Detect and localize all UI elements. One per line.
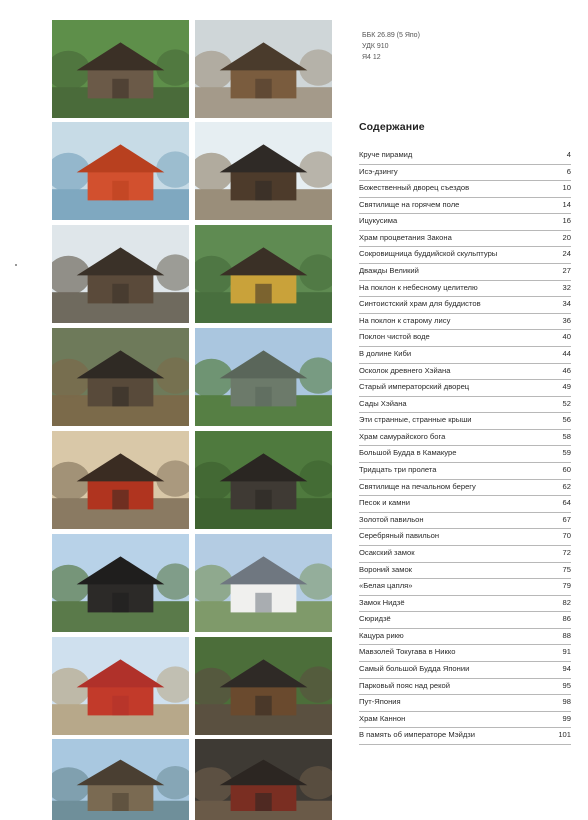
toc-entry-rule bbox=[359, 562, 571, 563]
toc-entry bbox=[359, 448, 571, 465]
toc-entry-page: 14 bbox=[562, 199, 571, 209]
toc-entry-title: Храм процветания Закона bbox=[359, 232, 452, 242]
photo-black-castle bbox=[52, 534, 189, 632]
toc-entry-title: Осакский замок bbox=[359, 547, 415, 557]
toc-entry bbox=[359, 565, 571, 582]
toc-entry-title: Замок Нидзё bbox=[359, 597, 405, 607]
toc-entry-title: Парковый пояс над рекой bbox=[359, 680, 451, 690]
toc-entry-rule bbox=[359, 429, 571, 430]
toc-entry-title: Большой Будда в Камакуре bbox=[359, 448, 457, 458]
toc-title: Содержание bbox=[359, 121, 425, 133]
toc-entry-page: 52 bbox=[562, 398, 571, 408]
toc-entry bbox=[359, 482, 571, 499]
toc-entry bbox=[359, 415, 571, 432]
toc-entry bbox=[359, 233, 571, 250]
toc-entry-page: 62 bbox=[562, 481, 571, 491]
toc-entry-title: На поклон к старому лису bbox=[359, 315, 451, 325]
photo-shrine-roofs bbox=[52, 20, 189, 118]
photo-pagoda-temple bbox=[195, 122, 332, 220]
toc-entry-rule bbox=[359, 396, 571, 397]
toc-entry-rule bbox=[359, 528, 571, 529]
toc-entry bbox=[359, 515, 571, 532]
toc-entry-page: 70 bbox=[562, 531, 571, 541]
toc-entry-page: 36 bbox=[562, 315, 571, 325]
toc-entry-page: 86 bbox=[562, 614, 571, 624]
toc-entry bbox=[359, 249, 571, 266]
toc-entry bbox=[359, 714, 571, 731]
toc-entry-rule bbox=[359, 711, 571, 712]
photo-shrine-gate-crowd bbox=[195, 20, 332, 118]
toc-entry-title: Святилище на горячем поле bbox=[359, 199, 460, 209]
toc-entry bbox=[359, 299, 571, 316]
toc-entry-page: 27 bbox=[562, 266, 571, 276]
toc-entry-page: 99 bbox=[562, 713, 571, 723]
toc-entry-rule bbox=[359, 694, 571, 695]
toc-entry-title: Храм Каннон bbox=[359, 713, 406, 723]
toc-entry-title: Синтоистский храм для буддистов bbox=[359, 299, 481, 309]
udk-code: УДК 910 bbox=[362, 43, 389, 50]
toc-entry-title: Ицукусима bbox=[359, 216, 398, 226]
toc-entry-title: Эти странные, странные крыши bbox=[359, 415, 472, 425]
toc-entry-rule bbox=[359, 213, 571, 214]
toc-entry bbox=[359, 432, 571, 449]
toc-entry bbox=[359, 216, 571, 233]
toc-entry bbox=[359, 531, 571, 548]
toc-entry-rule bbox=[359, 329, 571, 330]
toc-entry-title: Золотой павильон bbox=[359, 514, 424, 524]
bbk-code: ББК 26.89 (5 Япо) bbox=[362, 32, 420, 39]
toc-entry bbox=[359, 382, 571, 399]
toc-entry-rule bbox=[359, 313, 571, 314]
toc-entry bbox=[359, 730, 571, 747]
toc-entry-page: 98 bbox=[562, 697, 571, 707]
toc-entry bbox=[359, 266, 571, 283]
bibliographic-codes bbox=[362, 30, 420, 63]
toc-entry-title: Осколок древнего Хэйана bbox=[359, 365, 451, 375]
toc-entry-page: 56 bbox=[562, 415, 571, 425]
toc-entry bbox=[359, 366, 571, 383]
toc-entry-rule bbox=[359, 445, 571, 446]
toc-entry-rule bbox=[359, 578, 571, 579]
toc-entry bbox=[359, 681, 571, 698]
toc-entry-title: Песок и камни bbox=[359, 498, 410, 508]
photo-great-buddha bbox=[195, 328, 332, 426]
toc-entry-rule bbox=[359, 296, 571, 297]
toc-entry bbox=[359, 349, 571, 366]
toc-entry-title: Вороний замок bbox=[359, 564, 412, 574]
toc-entry-title: Сюридзё bbox=[359, 614, 391, 624]
toc-entry-rule bbox=[359, 611, 571, 612]
toc-entry bbox=[359, 614, 571, 631]
toc-entry-page: 82 bbox=[562, 597, 571, 607]
toc-entry-title: В долине Киби bbox=[359, 348, 412, 358]
toc-entry bbox=[359, 647, 571, 664]
photo-ornate-gate bbox=[195, 637, 332, 735]
toc-entry-rule bbox=[359, 246, 571, 247]
photo-pagoda-forest bbox=[195, 431, 332, 529]
toc-entry bbox=[359, 200, 571, 217]
toc-entry-rule bbox=[359, 479, 571, 480]
toc-entry-title: Храм самурайского бога bbox=[359, 431, 446, 441]
toc-entry-title: Мавзолей Токугава в Никко bbox=[359, 647, 456, 657]
photo-thatched-roofs bbox=[52, 225, 189, 323]
toc-entry-page: 91 bbox=[562, 647, 571, 657]
toc-entry-page: 34 bbox=[562, 299, 571, 309]
toc-entry bbox=[359, 283, 571, 300]
toc-entry-page: 75 bbox=[562, 564, 571, 574]
toc-entry-title: Поклон чистой воде bbox=[359, 332, 430, 342]
toc-entry-title: На поклон к небесному целителю bbox=[359, 282, 478, 292]
toc-entry bbox=[359, 548, 571, 565]
toc-entry bbox=[359, 598, 571, 615]
toc-entry-page: 6 bbox=[566, 166, 571, 176]
toc-entry-title: «Белая цапля» bbox=[359, 581, 413, 591]
toc-entry-page: 10 bbox=[562, 183, 571, 193]
toc-entry-title: В память об императоре Мэйдзи bbox=[359, 730, 476, 740]
toc-entry-page: 46 bbox=[562, 365, 571, 375]
toc-entry-rule bbox=[359, 744, 571, 745]
toc-entry-page: 88 bbox=[562, 630, 571, 640]
toc-entry-page: 59 bbox=[562, 448, 571, 458]
photo-village-autumn bbox=[52, 328, 189, 426]
toc-entry-rule bbox=[359, 495, 571, 496]
toc-entry-rule bbox=[359, 197, 571, 198]
toc-entry-rule bbox=[359, 628, 571, 629]
toc-entry-page: 101 bbox=[558, 730, 571, 740]
toc-entry-page: 95 bbox=[562, 680, 571, 690]
photo-white-castle bbox=[195, 534, 332, 632]
toc-entry-page: 4 bbox=[566, 150, 571, 159]
toc-entry-page: 49 bbox=[562, 382, 571, 392]
toc-entry-page: 58 bbox=[562, 431, 571, 441]
toc-entry-title: Сады Хэйана bbox=[359, 398, 407, 408]
toc-entry bbox=[359, 332, 571, 349]
toc-entry-rule bbox=[359, 280, 571, 281]
toc-entry-page: 79 bbox=[562, 581, 571, 591]
toc-entry-title: Святилище на печальном берегу bbox=[359, 481, 476, 491]
toc-entry bbox=[359, 498, 571, 515]
toc-entry-title: Кацура рикю bbox=[359, 630, 404, 640]
toc-entry-page: 32 bbox=[562, 282, 571, 292]
toc-entry-rule bbox=[359, 230, 571, 231]
toc-entry-rule bbox=[359, 412, 571, 413]
toc-entry-page: 60 bbox=[562, 465, 571, 475]
toc-entry-page: 64 bbox=[562, 498, 571, 508]
toc-entry-title: Дважды Великий bbox=[359, 266, 419, 276]
photo-red-palace bbox=[52, 637, 189, 735]
toc-entry-title: Старый императорский дворец bbox=[359, 382, 470, 392]
toc-entry bbox=[359, 664, 571, 681]
toc-entry-rule bbox=[359, 545, 571, 546]
photo-red-shrine bbox=[52, 431, 189, 529]
toc-entry-page: 72 bbox=[562, 547, 571, 557]
toc-entry-page: 40 bbox=[562, 332, 571, 342]
toc-entry-title: Самый большой Будда Японии bbox=[359, 663, 470, 673]
toc-entry-title: Исэ-дзингу bbox=[359, 166, 398, 176]
toc-entry-rule bbox=[359, 661, 571, 662]
toc-entry-page: 44 bbox=[562, 348, 571, 358]
photo-arched-bridge bbox=[52, 739, 189, 820]
toc-entry-title: Круче пирамид bbox=[359, 150, 413, 159]
toc-entry bbox=[359, 399, 571, 416]
toc-entry bbox=[359, 316, 571, 333]
toc-entry bbox=[359, 150, 571, 167]
toc-entry-rule bbox=[359, 379, 571, 380]
toc-entry-title: Пут-Япония bbox=[359, 697, 401, 707]
toc-entry-rule bbox=[359, 595, 571, 596]
toc-entry-rule bbox=[359, 346, 571, 347]
toc-entry bbox=[359, 697, 571, 714]
photo-golden-pavilion bbox=[195, 225, 332, 323]
toc-entry bbox=[359, 167, 571, 184]
toc-entry-page: 20 bbox=[562, 232, 571, 242]
toc-entry-title: Тридцать три пролета bbox=[359, 465, 437, 475]
toc-entry-title: Божественный дворец съездов bbox=[359, 183, 470, 193]
toc-entry-rule bbox=[359, 678, 571, 679]
stray-dot bbox=[15, 264, 17, 266]
toc-entry-page: 16 bbox=[562, 216, 571, 226]
toc-entry-title: Серебряный павильон bbox=[359, 531, 440, 541]
photo-temple-entrance bbox=[195, 739, 332, 820]
toc-entry-rule bbox=[359, 263, 571, 264]
toc-entry-rule bbox=[359, 512, 571, 513]
toc-entry-page: 24 bbox=[562, 249, 571, 259]
author-code: Я4 12 bbox=[362, 54, 381, 61]
toc-entry-title: Сокровищница буддийской скульптуры bbox=[359, 249, 498, 259]
toc-entry-rule bbox=[359, 164, 571, 165]
toc-entry-rule bbox=[359, 363, 571, 364]
toc-entry-page: 94 bbox=[562, 663, 571, 673]
toc-entry bbox=[359, 465, 571, 482]
toc-entry bbox=[359, 631, 571, 648]
toc-entry-rule bbox=[359, 644, 571, 645]
toc-entry-rule bbox=[359, 180, 571, 181]
toc-entry bbox=[359, 581, 571, 598]
toc-entry-rule bbox=[359, 727, 571, 728]
toc-entry-rule bbox=[359, 462, 571, 463]
toc-entry-page: 67 bbox=[562, 514, 571, 524]
toc-entry bbox=[359, 183, 571, 200]
photo-torii-water bbox=[52, 122, 189, 220]
